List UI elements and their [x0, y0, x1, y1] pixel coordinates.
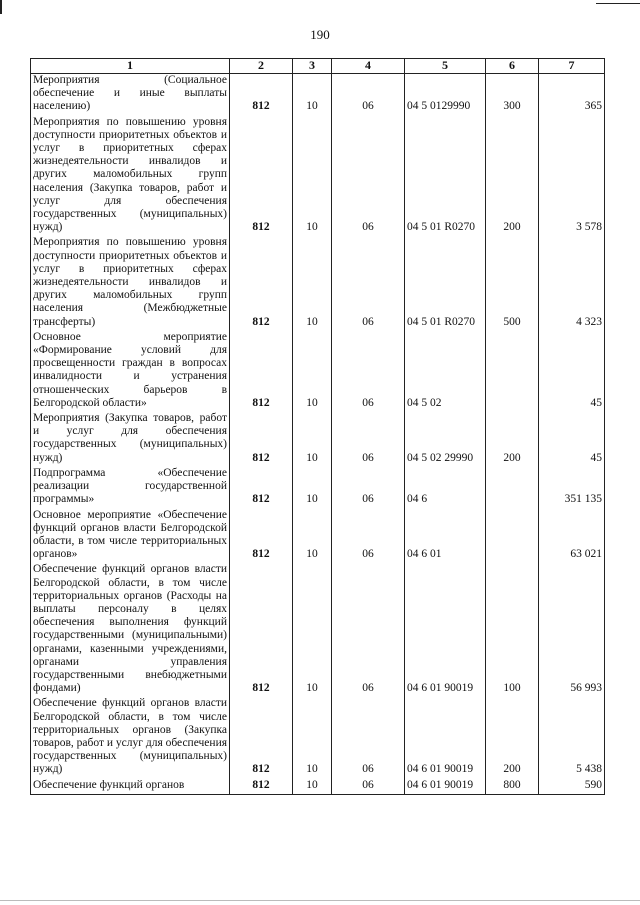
row-target-code: 04 6 01 90019	[405, 697, 486, 778]
row-section-code: 10	[293, 236, 332, 330]
row-ministry-code: 812	[230, 412, 293, 467]
row-ministry-code: 812	[230, 779, 293, 795]
row-section-code: 10	[293, 467, 332, 509]
row-amount: 3 578	[539, 116, 605, 237]
table-row	[31, 779, 605, 795]
row-name: Мероприятия (Закупка товаров, работ и услуг для обеспечения государственных (муниципальных) нужд)	[31, 412, 230, 467]
column-header-2: 2	[230, 59, 293, 74]
row-ministry-code: 812	[230, 509, 293, 564]
row-amount: 56 993	[539, 563, 605, 697]
row-name: Мероприятия по повышению уровня доступности приоритетных объектов и услуг в приоритетных сферах жизнедеятельности инвалидов и других маломобильных групп населения (Межбюджетные трансферты)	[31, 236, 230, 330]
row-expense-type: 800	[486, 779, 539, 795]
row-name: Мероприятия по повышению уровня доступности приоритетных объектов и услуг в приоритетных сферах жизнедеятельности инвалидов и других маломобильных групп населения (Закупка товаров, работ и услуг для обеспечения государственных (муниципальных) нужд)	[31, 116, 230, 237]
row-name: Основное мероприятие «Обеспечение функций органов власти Белгородской области, в том числе территориальных органов»	[31, 509, 230, 564]
row-section-code: 10	[293, 779, 332, 795]
row-amount: 45	[539, 412, 605, 467]
row-name: Обеспечение функций органов власти Белгородской области, в том числе территориальных органов (Закупка товаров, работ и услуг для обеспечения государственных (муниципальных) нужд)	[31, 697, 230, 778]
row-target-code: 04 5 01 R0270	[405, 236, 486, 330]
row-expense-type	[486, 467, 539, 509]
row-name: Подпрограмма «Обеспечение реализации государственной программы»	[31, 467, 230, 509]
column-header-1: 1	[31, 59, 230, 74]
row-target-code: 04 5 02 29990	[405, 412, 486, 467]
scan-mark-top-left	[0, 0, 2, 14]
row-section-code: 10	[293, 509, 332, 564]
column-header-7: 7	[539, 59, 605, 74]
row-target-code: 04 6 01	[405, 509, 486, 564]
row-target-code: 04 5 01 R0270	[405, 116, 486, 237]
row-target-code: 04 6	[405, 467, 486, 509]
row-subsection-code: 06	[332, 331, 405, 412]
column-header-4: 4	[332, 59, 405, 74]
row-amount: 45	[539, 331, 605, 412]
row-name: Обеспечение функций органов власти Белгородской области, в том числе территориальных органов (Расходы на выплаты персоналу в целях обеспечения выполнения функций государственными (муниципальными) органами, казенными учреждениями, органами управления государственными внебюджетными фондами)	[31, 563, 230, 697]
table-row	[31, 697, 605, 778]
table-row	[31, 412, 605, 467]
row-target-code: 04 5 02	[405, 331, 486, 412]
row-ministry-code: 812	[230, 697, 293, 778]
row-name: Основное мероприятие «Формирование условий для просвещенности граждан в вопросах инвалидности и устранения отношенческих барьеров в Белгородской области»	[31, 331, 230, 412]
row-ministry-code: 812	[230, 563, 293, 697]
table-row	[31, 236, 605, 330]
table-row	[31, 74, 605, 116]
row-subsection-code: 06	[332, 412, 405, 467]
row-subsection-code: 06	[332, 697, 405, 778]
row-subsection-code: 06	[332, 74, 405, 116]
budget-table	[30, 58, 605, 795]
column-header-6: 6	[486, 59, 539, 74]
column-header-3: 3	[293, 59, 332, 74]
row-section-code: 10	[293, 116, 332, 237]
row-section-code: 10	[293, 412, 332, 467]
row-ministry-code: 812	[230, 236, 293, 330]
row-expense-type: 100	[486, 563, 539, 697]
row-amount: 5 438	[539, 697, 605, 778]
row-expense-type: 200	[486, 697, 539, 778]
table-row	[31, 331, 605, 412]
row-expense-type: 500	[486, 236, 539, 330]
row-subsection-code: 06	[332, 779, 405, 795]
row-expense-type: 200	[486, 412, 539, 467]
row-subsection-code: 06	[332, 509, 405, 564]
row-target-code: 04 6 01 90019	[405, 563, 486, 697]
row-amount: 365	[539, 74, 605, 116]
page-number: 190	[310, 27, 330, 42]
header-row	[31, 59, 605, 74]
scan-mark-bottom	[0, 900, 640, 901]
row-ministry-code: 812	[230, 74, 293, 116]
scan-mark-top-right	[596, 3, 640, 4]
row-expense-type: 300	[486, 74, 539, 116]
row-name: Обеспечение функций органов	[31, 779, 230, 795]
table-row	[31, 467, 605, 509]
row-section-code: 10	[293, 74, 332, 116]
row-amount: 63 021	[539, 509, 605, 564]
row-expense-type	[486, 509, 539, 564]
table-row	[31, 563, 605, 697]
row-ministry-code: 812	[230, 116, 293, 237]
column-header-5: 5	[405, 59, 486, 74]
row-subsection-code: 06	[332, 236, 405, 330]
row-section-code: 10	[293, 331, 332, 412]
row-name: Мероприятия (Социальное обеспечение и иные выплаты населению)	[31, 74, 230, 116]
row-amount: 4 323	[539, 236, 605, 330]
row-subsection-code: 06	[332, 116, 405, 237]
row-target-code: 04 6 01 90019	[405, 779, 486, 795]
row-amount: 351 135	[539, 467, 605, 509]
row-expense-type: 200	[486, 116, 539, 237]
row-ministry-code: 812	[230, 467, 293, 509]
row-subsection-code: 06	[332, 467, 405, 509]
row-section-code: 10	[293, 563, 332, 697]
row-expense-type	[486, 331, 539, 412]
row-section-code: 10	[293, 697, 332, 778]
table-row	[31, 509, 605, 564]
row-ministry-code: 812	[230, 331, 293, 412]
row-target-code: 04 5 0129990	[405, 74, 486, 116]
row-subsection-code: 06	[332, 563, 405, 697]
table-row	[31, 116, 605, 237]
row-amount: 590	[539, 779, 605, 795]
